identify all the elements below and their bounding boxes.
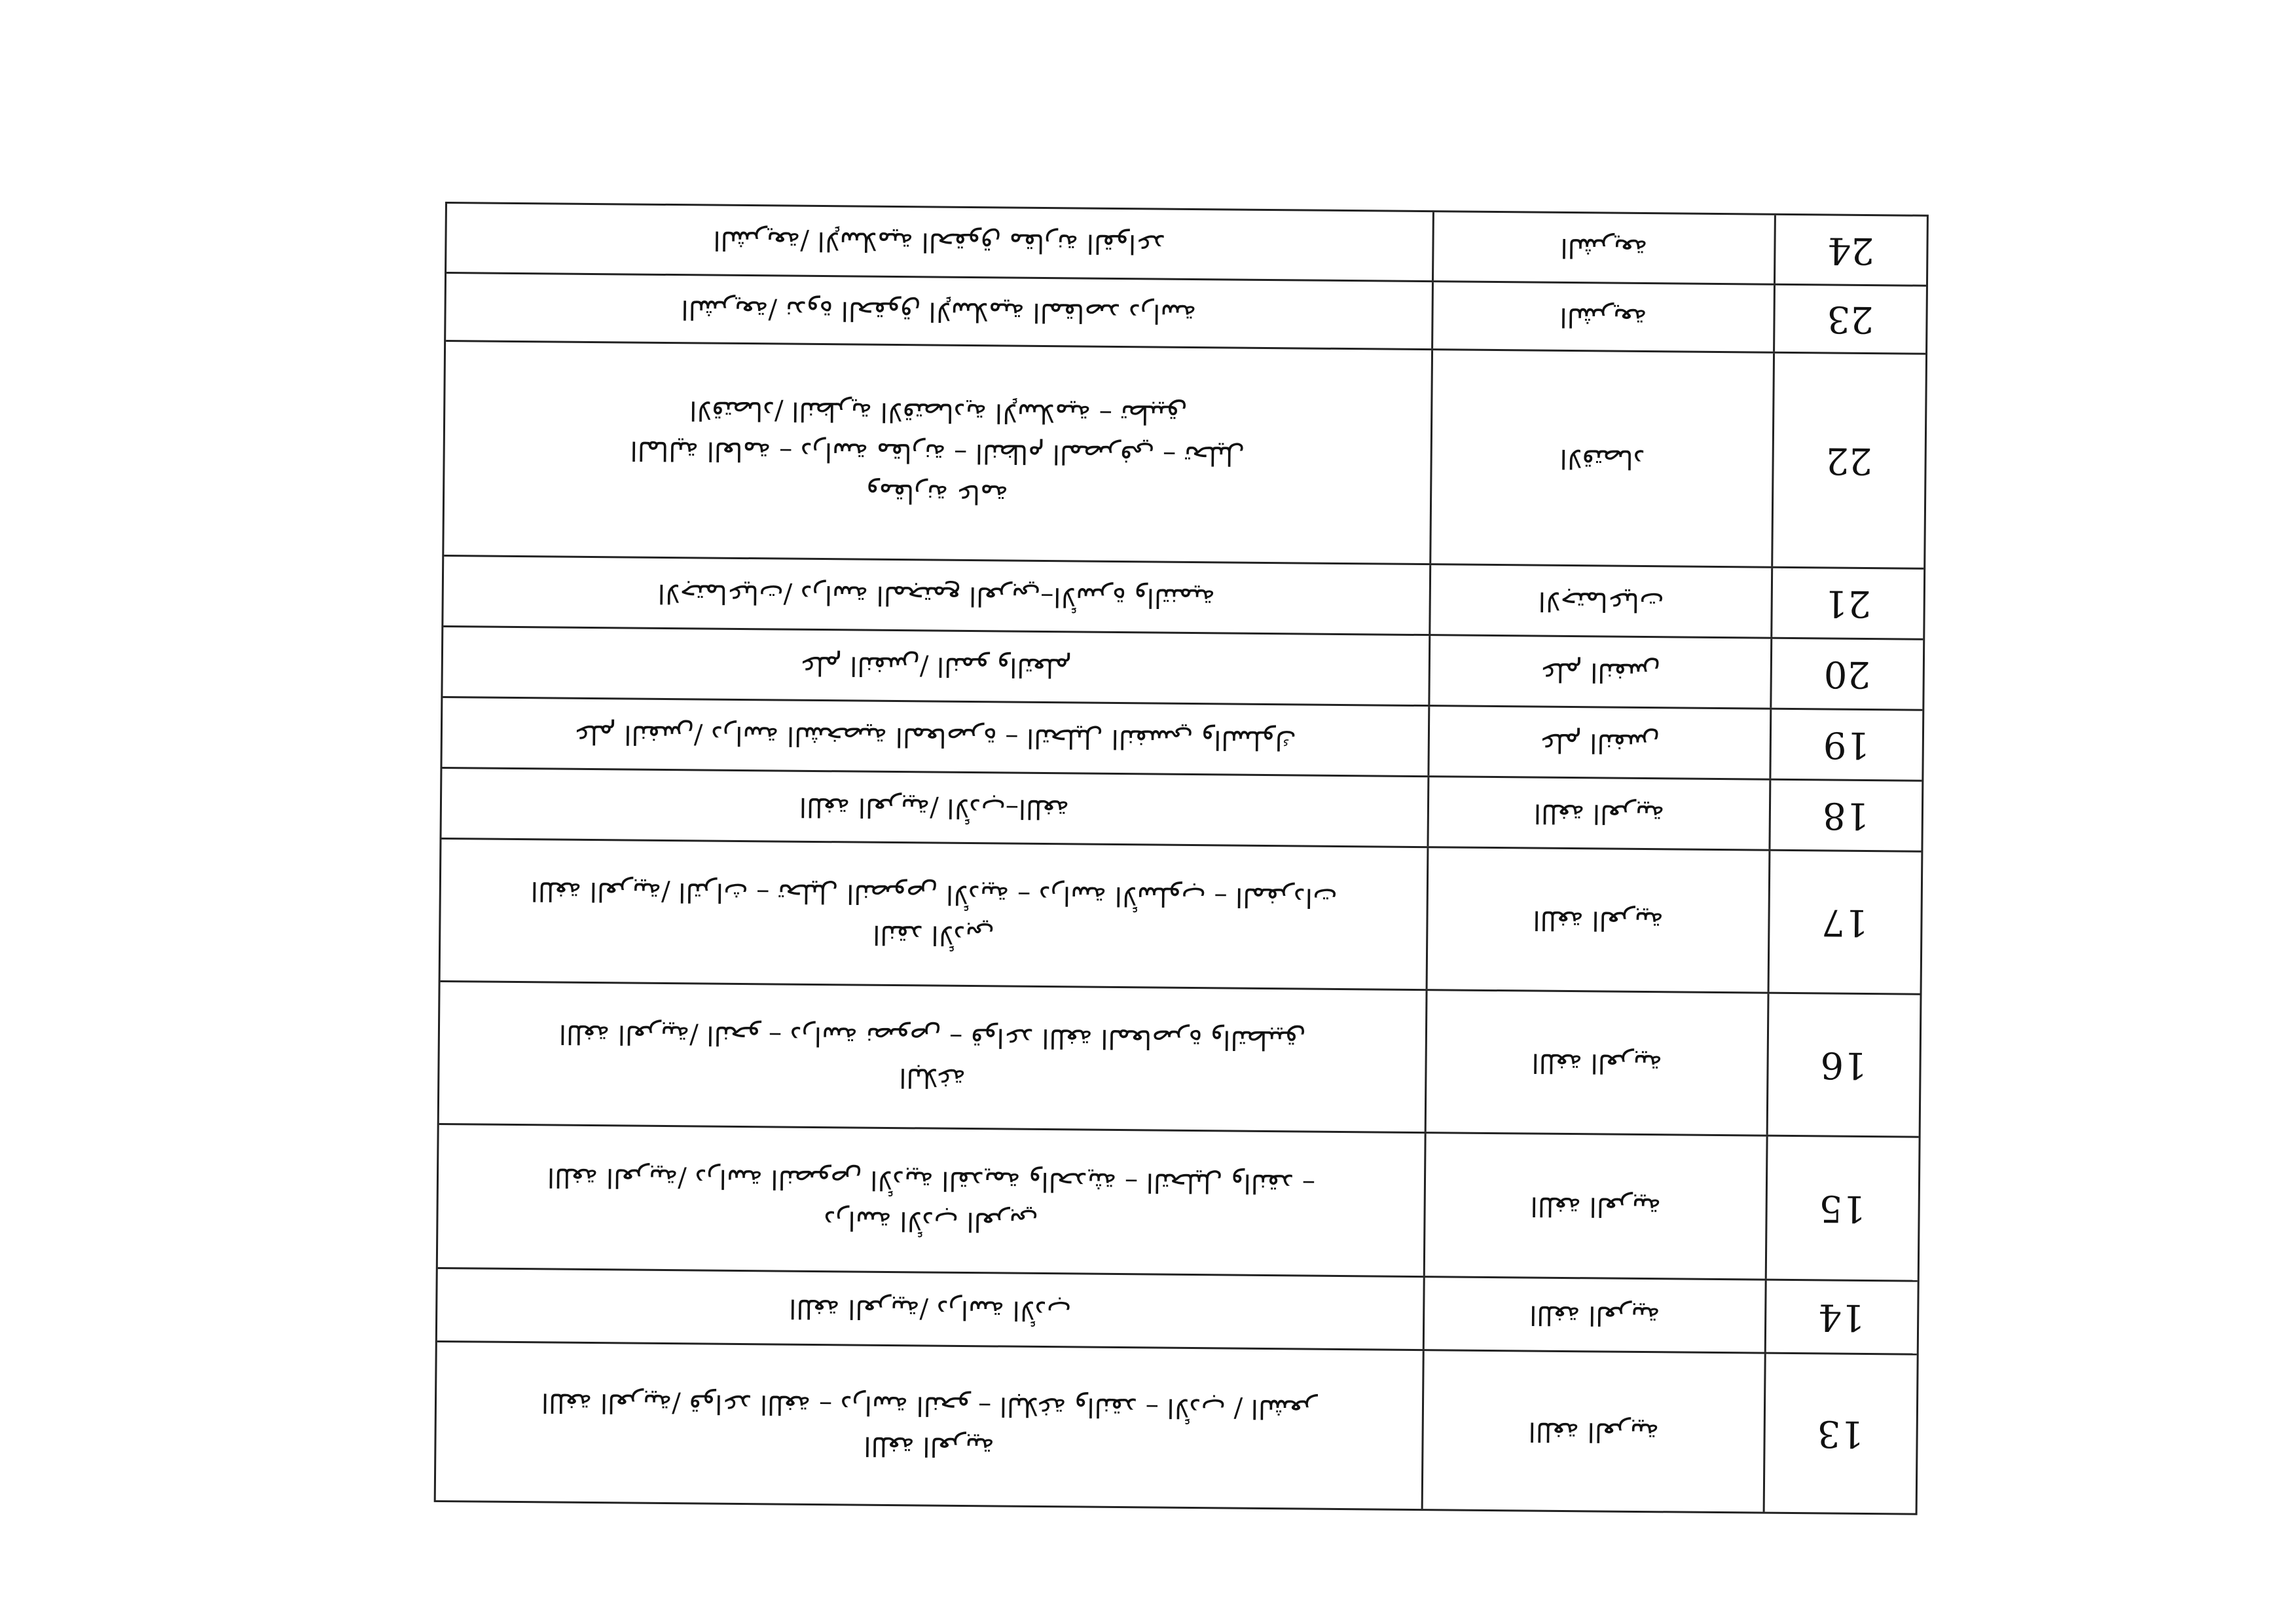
category-label: اللغة العربية	[1531, 1047, 1662, 1079]
description-line: النقد الأدبي	[872, 919, 994, 950]
row-number: 20	[1823, 652, 1871, 696]
description-line: علم النفس/ دراسة الشخصية المعاصرة – التحليل النفسي والسلوك	[574, 718, 1297, 755]
row-number-cell	[1765, 1354, 1917, 1513]
table-row	[437, 1267, 1918, 1354]
description-line: اللغة العربية/ الأدب–اللغة	[799, 791, 1070, 824]
description-cell	[441, 840, 1429, 989]
row-number-cell	[1767, 1137, 1919, 1280]
description-cell	[443, 627, 1430, 705]
description-line: علم النفس/ النمو والتعلم	[799, 650, 1072, 682]
table-row	[443, 555, 1923, 638]
category-cell	[1429, 777, 1771, 849]
description-line: الاقتصاد/ النظرية الاقتصادية الإسلامية – تطبيق	[689, 394, 1187, 430]
table-row	[442, 767, 1922, 851]
category-label: الشريعة	[1560, 232, 1648, 264]
table-row	[446, 204, 1927, 285]
category-cell	[1431, 350, 1775, 566]
description-cell	[443, 557, 1431, 634]
description-cell	[437, 1269, 1425, 1349]
category-cell	[1425, 1278, 1767, 1352]
category-label: الشريعة	[1559, 301, 1647, 333]
description-line: اللغة العربية/ النحو – دراسة نصوص – قواعد اللغة المعاصرة والتطبيق	[559, 1018, 1306, 1056]
category-label: اللغة العربية	[1530, 1190, 1662, 1222]
category-cell	[1430, 565, 1773, 637]
description-line: دراسة الأدب العربي	[824, 1204, 1038, 1237]
row-number: 16	[1820, 1043, 1868, 1087]
document-table	[434, 202, 1929, 1515]
category-label: الاجتماعيات	[1538, 585, 1664, 617]
row-number: 13	[1817, 1412, 1865, 1455]
row-number-cell	[1775, 286, 1926, 353]
category-cell	[1425, 1134, 1768, 1279]
row-number-cell	[1773, 354, 1925, 568]
category-label: اللغة العربية	[1528, 1416, 1660, 1447]
description-line: اللغة العربية	[864, 1430, 994, 1462]
description-line: اللغة العربية/ قواعد اللغة – دراسة النحو – البلاغة والنقد – الأدب / الشعر	[541, 1386, 1317, 1424]
row-number: 21	[1824, 581, 1872, 625]
table-row	[442, 696, 1922, 780]
table-row	[444, 340, 1925, 568]
description-cell	[438, 1125, 1427, 1276]
description-line: البلاغة	[898, 1061, 966, 1093]
category-cell	[1429, 707, 1772, 779]
row-number-cell	[1771, 710, 1922, 780]
row-number-cell	[1770, 851, 1922, 993]
category-cell	[1427, 991, 1770, 1135]
category-label: اللغة العربية	[1533, 798, 1665, 829]
description-line: الشريعة/ الإسلامية الحقوق مقارنة القواعد	[713, 225, 1166, 259]
row-number-cell	[1776, 215, 1927, 285]
row-number: 24	[1827, 228, 1875, 272]
table-row	[443, 625, 1923, 709]
row-number-cell	[1772, 639, 1923, 709]
category-cell	[1423, 1351, 1766, 1512]
description-cell	[442, 698, 1430, 775]
row-number-cell	[1766, 1281, 1918, 1354]
description-cell	[444, 342, 1433, 563]
category-cell	[1430, 636, 1772, 708]
description-cell	[436, 1342, 1425, 1509]
description-line: اللغة العربية/ دراسة النصوص الأدبية القديمة والحديثة – التحليل والنقد –	[547, 1161, 1316, 1199]
description-cell	[442, 769, 1430, 846]
row-number: 23	[1827, 297, 1874, 341]
table-row	[439, 980, 1920, 1136]
row-number: 22	[1825, 439, 1873, 483]
category-cell	[1434, 212, 1776, 284]
category-cell	[1433, 282, 1776, 352]
description-line: اللغة العربية/ دراسة الأدب	[789, 1293, 1072, 1325]
table-row	[436, 1340, 1917, 1513]
description-line: الاجتماعيات/ دراسة المجتمع العربي–الأسرة والتنمية	[657, 578, 1216, 613]
table-row	[446, 272, 1926, 353]
table-row	[441, 838, 1922, 993]
row-number-cell	[1768, 994, 1920, 1136]
table-row	[438, 1123, 1919, 1280]
description-line: المالية العامة – دراسة مقارنة – النظام المصرفي – تحليل	[630, 434, 1245, 471]
row-number-cell	[1770, 781, 1922, 851]
row-number: 15	[1819, 1187, 1867, 1230]
description-line: اللغة العربية/ التراث – تحليل النصوص الأدبية – دراسة الأسلوب – المفردات	[530, 875, 1338, 913]
description-line: الشريعة/ ندوة الحقوق الإسلامية المقاصد دراسة	[681, 293, 1197, 329]
row-number: 19	[1823, 723, 1870, 767]
row-number: 14	[1818, 1295, 1866, 1338]
row-number-cell	[1772, 568, 1923, 638]
row-number: 17	[1821, 900, 1869, 944]
category-label: علم النفس	[1539, 727, 1660, 758]
category-label: الاقتصاد	[1559, 443, 1645, 474]
description-cell	[446, 204, 1434, 280]
description-cell	[446, 274, 1434, 348]
row-number: 18	[1822, 794, 1870, 838]
category-label: علم النفس	[1540, 656, 1661, 688]
category-cell	[1428, 848, 1771, 992]
category-label: اللغة العربية	[1529, 1299, 1660, 1331]
description-cell	[439, 982, 1428, 1132]
category-label: اللغة العربية	[1533, 904, 1664, 936]
description-line: ومقارنة عامة	[866, 477, 1009, 509]
